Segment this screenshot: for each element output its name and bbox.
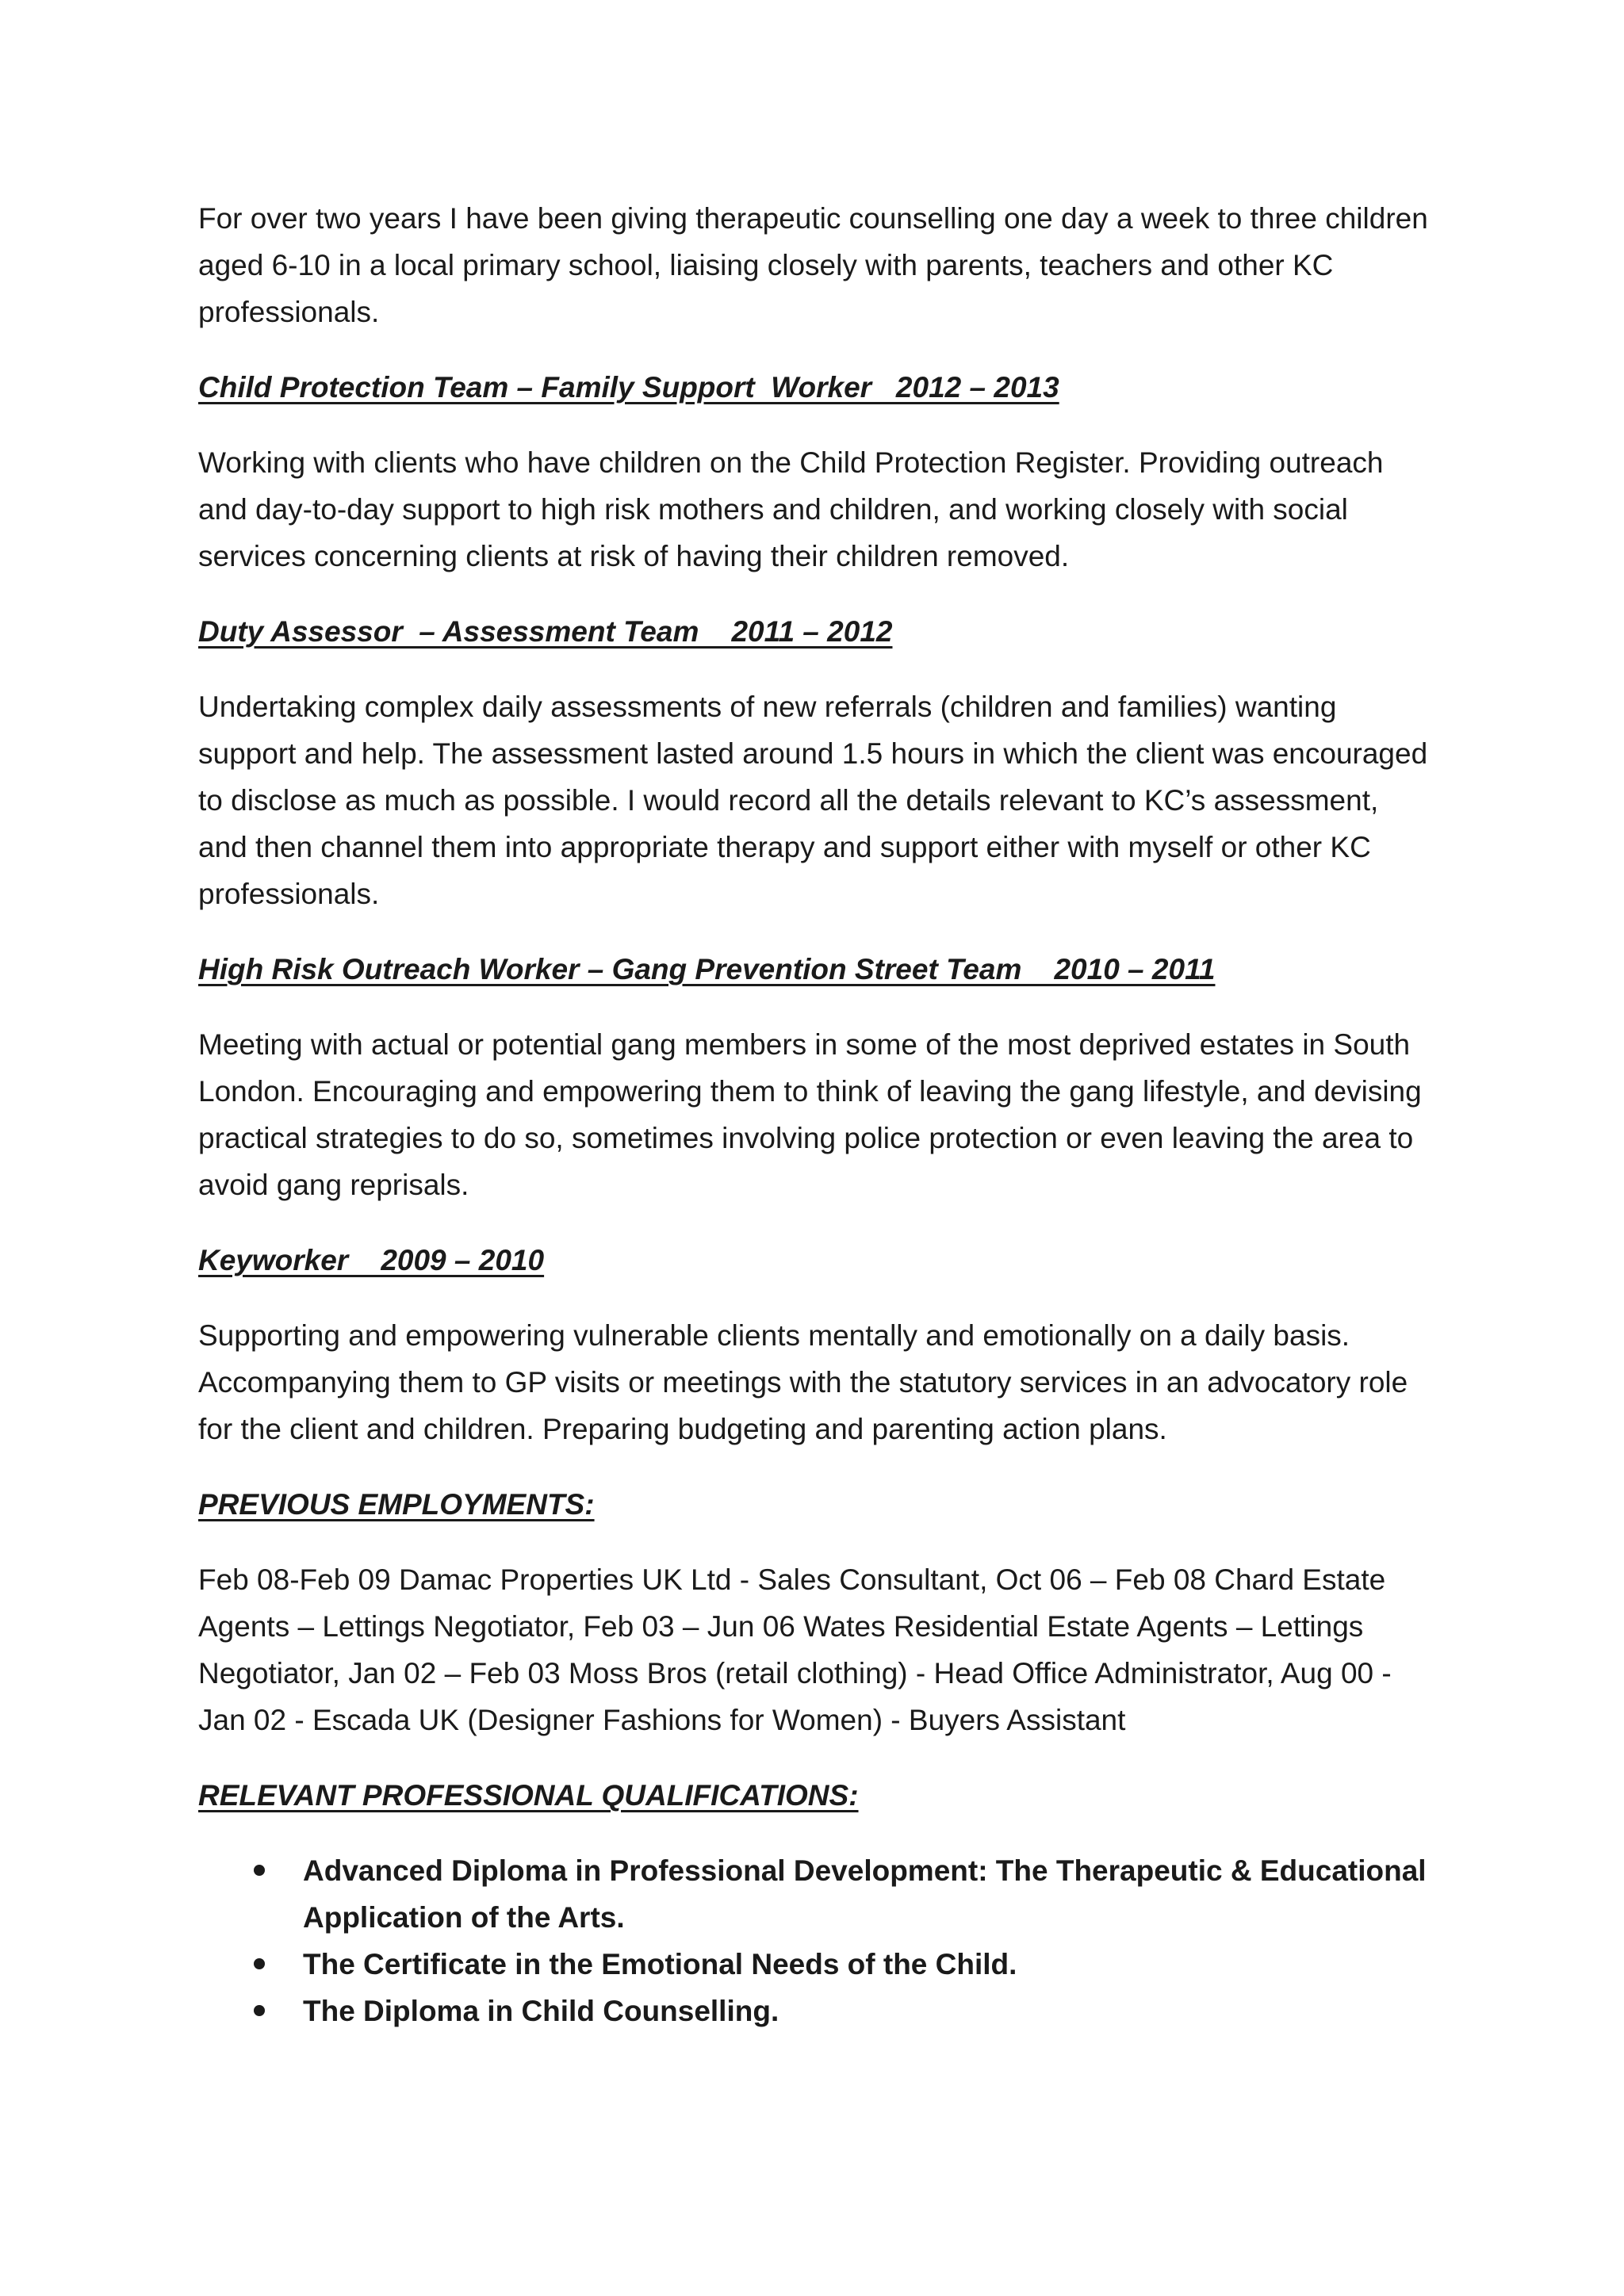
role-description-child-protection: Working with clients who have children on the Child Protection Register. Providing outreach and day-to-day support to high risk mothers and children, and working closely with social services concerning clients at risk of having their children removed. <box>198 446 1384 572</box>
qualifications-list <box>198 1847 1435 2034</box>
intro-paragraph: For over two years I have been giving therapeutic counselling one day a week to three children aged 6-10 in a local primary school, liaising closely with parents, teachers and other KC professionals. <box>198 202 1428 328</box>
role-description-duty-assessor: Undertaking complex daily assessments of new referrals (children and families) wanting support and help. The assessment lasted around 1.5 hours in which the client was encouraged to disclose as much as possible. I would record all the details relevant to KC’s assessment, and then channel them into appropriate therapy and support either with myself or other KC professionals. <box>198 691 1428 910</box>
qualification-text: Advanced Diploma in Professional Development: The Therapeutic & Educational Application of the Arts. <box>303 1854 1427 1934</box>
role-description-outreach-worker: Meeting with actual or potential gang members in some of the most deprived estates in South London. Encouraging and empowering them to think of leaving the gang lifestyle, and devising practical strategies to do so, sometimes involving police protection or even leaving the area to avoid gang reprisals. <box>198 1028 1422 1201</box>
qualification-item <box>198 1847 1435 1941</box>
role-description-keyworker: Supporting and empowering vulnerable clients mentally and emotionally on a daily basis. Accompanying them to GP visits or meetings with the statutory services in an advocatory role for the client and children. Preparing budgeting and parenting action plans. <box>198 1319 1408 1445</box>
qualification-text: The Diploma in Child Counselling. <box>303 1995 779 2027</box>
document-body <box>198 195 1435 2034</box>
role-heading-keyworker: Keyworker 2009 – 2010 <box>198 1244 545 1276</box>
role-heading-outreach-worker: High Risk Outreach Worker – Gang Prevention Street Team 2010 – 2011 <box>198 953 1216 985</box>
previous-employments-heading: PREVIOUS EMPLOYMENTS: <box>198 1488 595 1521</box>
bullet-icon <box>254 1865 265 1876</box>
qualification-item <box>198 1988 1435 2034</box>
qualifications-heading: RELEVANT PROFESSIONAL QUALIFICATIONS: <box>198 1779 859 1812</box>
bullet-icon <box>254 2005 265 2016</box>
role-heading-child-protection: Child Protection Team – Family Support Worker 2012 – 2013 <box>198 371 1059 404</box>
qualification-text: The Certificate in the Emotional Needs of the Child. <box>303 1948 1017 1980</box>
role-heading-duty-assessor: Duty Assessor – Assessment Team 2011 – 2012 <box>198 615 893 648</box>
qualification-item <box>198 1941 1435 1988</box>
bullet-icon <box>254 1958 265 1969</box>
previous-employments-text: Feb 08-Feb 09 Damac Properties UK Ltd - Sales Consultant, Oct 06 – Feb 08 Chard Estate Agents – Lettings Negotiator, Feb 03 – Jun 06 Wates Residential Estate Agents – Lettings Negotiator, Jan 02 – Feb 03 Moss Bros (retail clothing) - Head Office Administrator, Aug 00 - Jan 02 - Escada UK (Designer Fashions for Women) - Buyers Assistant <box>198 1563 1392 1736</box>
